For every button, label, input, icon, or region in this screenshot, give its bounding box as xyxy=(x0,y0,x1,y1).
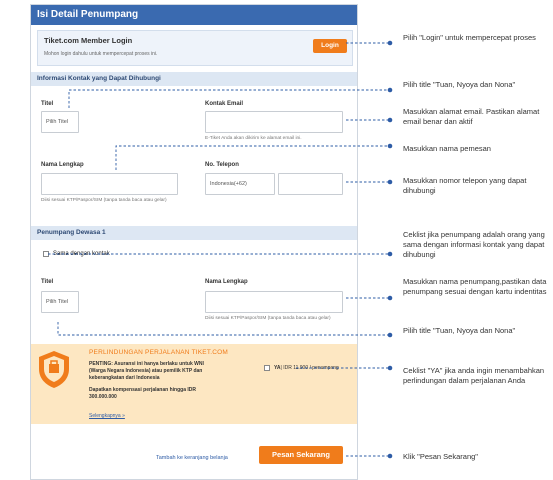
adult-section-header: Penumpang Dewasa 1 xyxy=(31,226,357,240)
insurance-line-2: (Warga Negara Indonesia) atau pemilik KTP dan xyxy=(89,368,203,374)
annotation-contact-name: Masukkan nama pemesan xyxy=(403,144,491,153)
annotation-login: Pilih "Login" untuk mempercepat proses xyxy=(403,33,536,42)
ya-price: | IDR 11.900 / penumpang xyxy=(280,365,339,371)
insurance-line-1: PENTING: Asuransi ini hanya berlaku untuk WNI xyxy=(89,361,204,367)
contact-titel-select[interactable]: Pilih Titel xyxy=(41,111,79,133)
insurance-line-5: 300.000.000 xyxy=(89,394,117,400)
annotation-adult-name: Masukkan nama penumpang,pastikan data penumpang sesuai dengan kartu indentitas xyxy=(403,277,547,296)
adult-name-label: Nama Lengkap xyxy=(205,279,248,285)
member-login-subtitle: Mohon login dahulu untuk mempercepat proses ini. xyxy=(44,51,158,57)
annotation-pesan: Klik "Pesan Sekarang" xyxy=(403,452,478,461)
insurance-line-4: Dapatkan kompensasi perjalanan hingga IDR xyxy=(89,387,196,393)
phone-country-select[interactable]: Indonesia(+62) xyxy=(205,173,275,195)
insurance-title: PERLINDUNGAN PERJALANAN TIKET.COM xyxy=(89,349,229,356)
annotation-email: Masukkan alamat email. Pastikan alamat email benar dan aktif xyxy=(403,107,540,126)
pesan-sekarang-button[interactable]: Pesan Sekarang xyxy=(259,446,343,464)
annotation-same-contact: Ceklist jika penumpang adalah orang yang sama dengan informasi kontak yang dapat dihubungi xyxy=(403,230,545,259)
same-contact-label: Sama dengan kontak xyxy=(53,251,110,257)
email-label: Kontak Email xyxy=(205,101,244,107)
adult-titel-select[interactable]: Pilih Titel xyxy=(41,291,79,313)
annotation-insurance: Ceklist "YA" jika anda ingin menambahkan perlindungan dalam perjalanan Anda xyxy=(403,366,545,385)
insurance-more-link[interactable]: Selengkapnya » xyxy=(89,413,125,419)
contact-section-header: Informasi Kontak yang Dapat Dihubungi xyxy=(31,72,357,86)
contact-name-hint: Diisi sesuai KTP/Paspor/SIM (tanpa tanda baca atau gelar) xyxy=(41,198,167,203)
phone-label: No. Telepon xyxy=(205,162,239,168)
contact-titel-label: Titel xyxy=(41,101,54,107)
annotation-contact-titel: Pilih title "Tuan, Nyoya dan Nona" xyxy=(403,80,516,89)
adult-name-hint: Diisi sesuai KTP/Paspor/SIM (tanpa tanda baca atau gelar) xyxy=(205,316,331,321)
annotation-phone: Masukkan nomor telepon yang dapat dihubungi xyxy=(403,176,527,195)
member-login-title: Tiket.com Member Login xyxy=(44,36,133,45)
ya-text: YA xyxy=(274,365,281,371)
annotation-adult-titel: Pilih title "Tuan, Nyoya dan Nona" xyxy=(403,326,516,335)
adult-titel-label: Titel xyxy=(41,279,54,285)
email-hint: E-Tiket Anda akan dikirim ke alamat email ini. xyxy=(205,136,302,141)
insurance-line-3: keberangkatan dari Indonesia xyxy=(89,375,160,381)
login-button[interactable]: Login xyxy=(313,39,347,53)
contact-name-label: Nama Lengkap xyxy=(41,162,84,168)
form-header: Isi Detail Penumpang xyxy=(31,5,357,25)
add-to-cart-link[interactable]: Tambah ke keranjang belanja xyxy=(156,455,228,461)
